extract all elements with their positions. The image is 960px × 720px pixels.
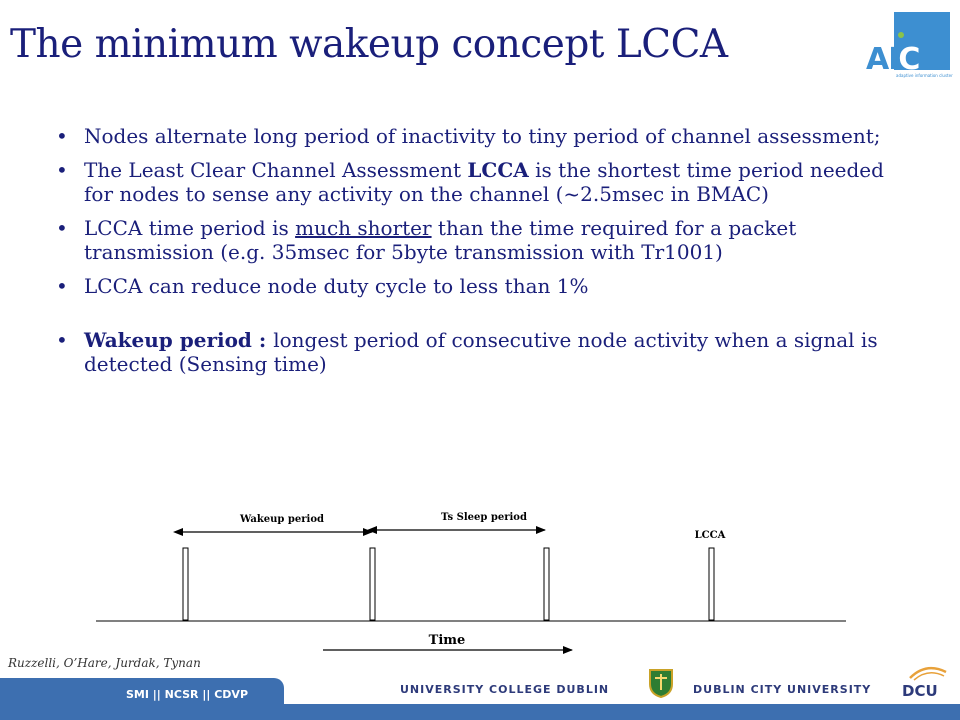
bullet-text: Nodes alternate long period of inactivity to tiny period of channel assessment; (84, 124, 881, 148)
bullet-underlined-term: much shorter (295, 216, 432, 240)
bullet-text: LCCA time period is (84, 216, 296, 240)
bullet-text: longest period of consecutive node activity when a signal is detected (Sensing time) (84, 328, 878, 376)
lcca-pulse (709, 548, 714, 620)
bullet-item (56, 274, 916, 298)
bullet-item (56, 124, 916, 148)
aic-logo-subtitle: adaptive information cluster (896, 73, 953, 78)
bullet-bold-term: Wakeup period : (84, 328, 274, 352)
ucd-name: UNIVERSITY COLLEGE DUBLIN (400, 683, 610, 696)
dcu-logo-text: DCU (902, 682, 938, 700)
wakeup-pulse (544, 548, 549, 620)
aic-logo (862, 12, 952, 82)
bullet-text: than the time required for a packet transmission (e.g. 35msec for 5byte transmission with Tr1001) (84, 216, 797, 264)
timing-diagram (0, 496, 960, 661)
bullet-bold-term: LCCA (467, 158, 529, 182)
footer-groups: SMI || NCSR || CDVP (126, 688, 249, 701)
wakeup-pulse (183, 548, 188, 620)
aic-logo-dot (898, 32, 904, 38)
bullet-item (56, 216, 916, 264)
lcca-label: LCCA (694, 530, 726, 541)
aic-logo-text: AIC (866, 42, 920, 77)
bullet-item (56, 328, 916, 376)
bullet-text: The Least Clear Channel Assessment (84, 158, 468, 182)
dcu-name: DUBLIN CITY UNIVERSITY (693, 683, 872, 696)
bullet-item (56, 158, 916, 206)
time-label: Time (428, 633, 466, 648)
ucd-crest-icon (648, 668, 674, 698)
bullet-text: is the shortest time period needed for nodes to sense any activity on the channel (~2.5msec in BMAC) (84, 158, 884, 206)
bullet-list (56, 124, 916, 386)
slide-title: The minimum wakeup concept LCCA (10, 22, 728, 67)
wakeup-pulse (370, 548, 375, 620)
wakeup-period-label: Wakeup period (240, 514, 324, 525)
bullet-text: LCCA can reduce node duty cycle to less than 1% (84, 274, 589, 298)
sleep-period-label: Ts Sleep period (441, 512, 527, 523)
dcu-logo (898, 664, 954, 700)
citation: Ruzzelli, O’Hare, Jurdak, Tynan (8, 656, 201, 670)
